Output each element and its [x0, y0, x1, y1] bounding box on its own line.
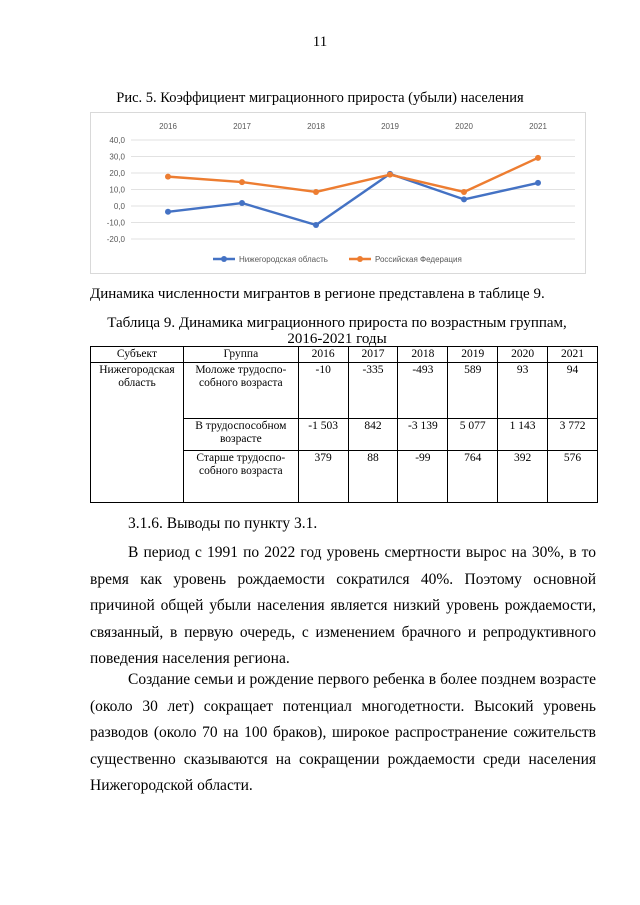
value-cell: -10	[298, 363, 348, 419]
table-intro-text: Динамика численности мигрантов в регионе представлена в таблице 9.	[90, 286, 545, 302]
header-year: 2019	[448, 347, 498, 363]
value-cell: -335	[348, 363, 398, 419]
x-tick-label: 2019	[381, 122, 399, 131]
legend-marker	[221, 256, 227, 262]
x-tick-label: 2018	[307, 122, 325, 131]
series-line	[168, 158, 538, 192]
header-subject: Субъект	[91, 347, 184, 363]
data-point	[313, 222, 319, 228]
table-caption	[90, 315, 584, 347]
y-tick-label: 20,0	[109, 169, 125, 178]
group-cell: Старше трудоспо-собного возраста	[183, 451, 298, 503]
subject-cell: Нижегородская область	[91, 363, 184, 503]
value-cell: 379	[298, 451, 348, 503]
y-tick-label: 0,0	[113, 202, 125, 211]
migration-chart	[90, 112, 586, 274]
section-heading: 3.1.6. Выводы по пункту 3.1.	[128, 515, 318, 532]
group-cell: Моложе трудоспо-собного возраста	[183, 363, 298, 419]
paragraph-2: Создание семьи и рождение первого ребенка в более позднем возрасте (около 30 лет) сокращает потенциал многодетности. Высокий уровень разводов (около 70 на 100 браков), широкое распространение сожительств существенно сказываются на сокращении рождаемости среди населения Нижегородской области.	[90, 671, 596, 794]
legend-label: Нижегородская область	[239, 255, 328, 264]
data-point	[239, 200, 245, 206]
value-cell: 1 143	[498, 419, 548, 451]
data-point	[239, 179, 245, 185]
table-caption-line-2: 2016-2021 годы	[287, 331, 387, 347]
value-cell: 589	[448, 363, 498, 419]
y-tick-label: 30,0	[109, 152, 125, 162]
value-cell: 842	[348, 419, 398, 451]
legend-label: Российская Федерация	[375, 255, 462, 264]
data-point	[461, 189, 467, 195]
paragraph-1: В период с 1991 по 2022 год уровень смертности вырос на 30%, в то время как уровень рождаемости сократился 40%. Поэтому основной причиной общей убыли населения является низкий уровень рождаемости, связанный, в первую очередь, с изменением брачного и репродуктивного поведения населения региона.	[90, 544, 596, 667]
header-year: 2016	[298, 347, 348, 363]
y-tick-label: -10,0	[106, 218, 125, 228]
page-number: 11	[312, 34, 328, 50]
table-row	[91, 363, 598, 419]
value-cell: 88	[348, 451, 398, 503]
value-cell: 576	[548, 451, 598, 503]
data-point	[461, 196, 467, 202]
x-tick-label: 2021	[529, 122, 547, 131]
header-year: 2021	[548, 347, 598, 363]
data-point	[165, 209, 171, 215]
value-cell: 392	[498, 451, 548, 503]
value-cell: 5 077	[448, 419, 498, 451]
header-year: 2017	[348, 347, 398, 363]
data-point	[165, 174, 171, 180]
y-tick-label: 40,0	[109, 136, 125, 145]
group-cell: В трудоспособном возрасте	[183, 419, 298, 451]
header-year: 2020	[498, 347, 548, 363]
data-point	[387, 172, 393, 178]
value-cell: -1 503	[298, 419, 348, 451]
y-tick-label: 10,0	[109, 185, 125, 195]
migration-table	[90, 346, 598, 503]
table-caption-line-1: Таблица 9. Динамика миграционного прироста по возрастным группам,	[107, 315, 567, 331]
legend-marker	[357, 256, 363, 262]
data-point	[535, 155, 541, 161]
value-cell: -99	[398, 451, 448, 503]
value-cell: 93	[498, 363, 548, 419]
x-tick-label: 2016	[159, 122, 177, 131]
y-tick-label: -20,0	[106, 235, 125, 244]
header-group: Группа	[183, 347, 298, 363]
x-tick-label: 2020	[455, 122, 473, 131]
value-cell: -3 139	[398, 419, 448, 451]
data-point	[313, 189, 319, 195]
figure-caption: Рис. 5. Коэффициент миграционного прироста (убыли) населения	[116, 90, 524, 106]
table-header-row	[91, 347, 598, 363]
value-cell: 3 772	[548, 419, 598, 451]
x-tick-label: 2017	[233, 122, 251, 131]
header-year: 2018	[398, 347, 448, 363]
migration-chart-svg	[91, 113, 585, 273]
value-cell: 764	[448, 451, 498, 503]
value-cell: 94	[548, 363, 598, 419]
data-point	[535, 180, 541, 186]
value-cell: -493	[398, 363, 448, 419]
